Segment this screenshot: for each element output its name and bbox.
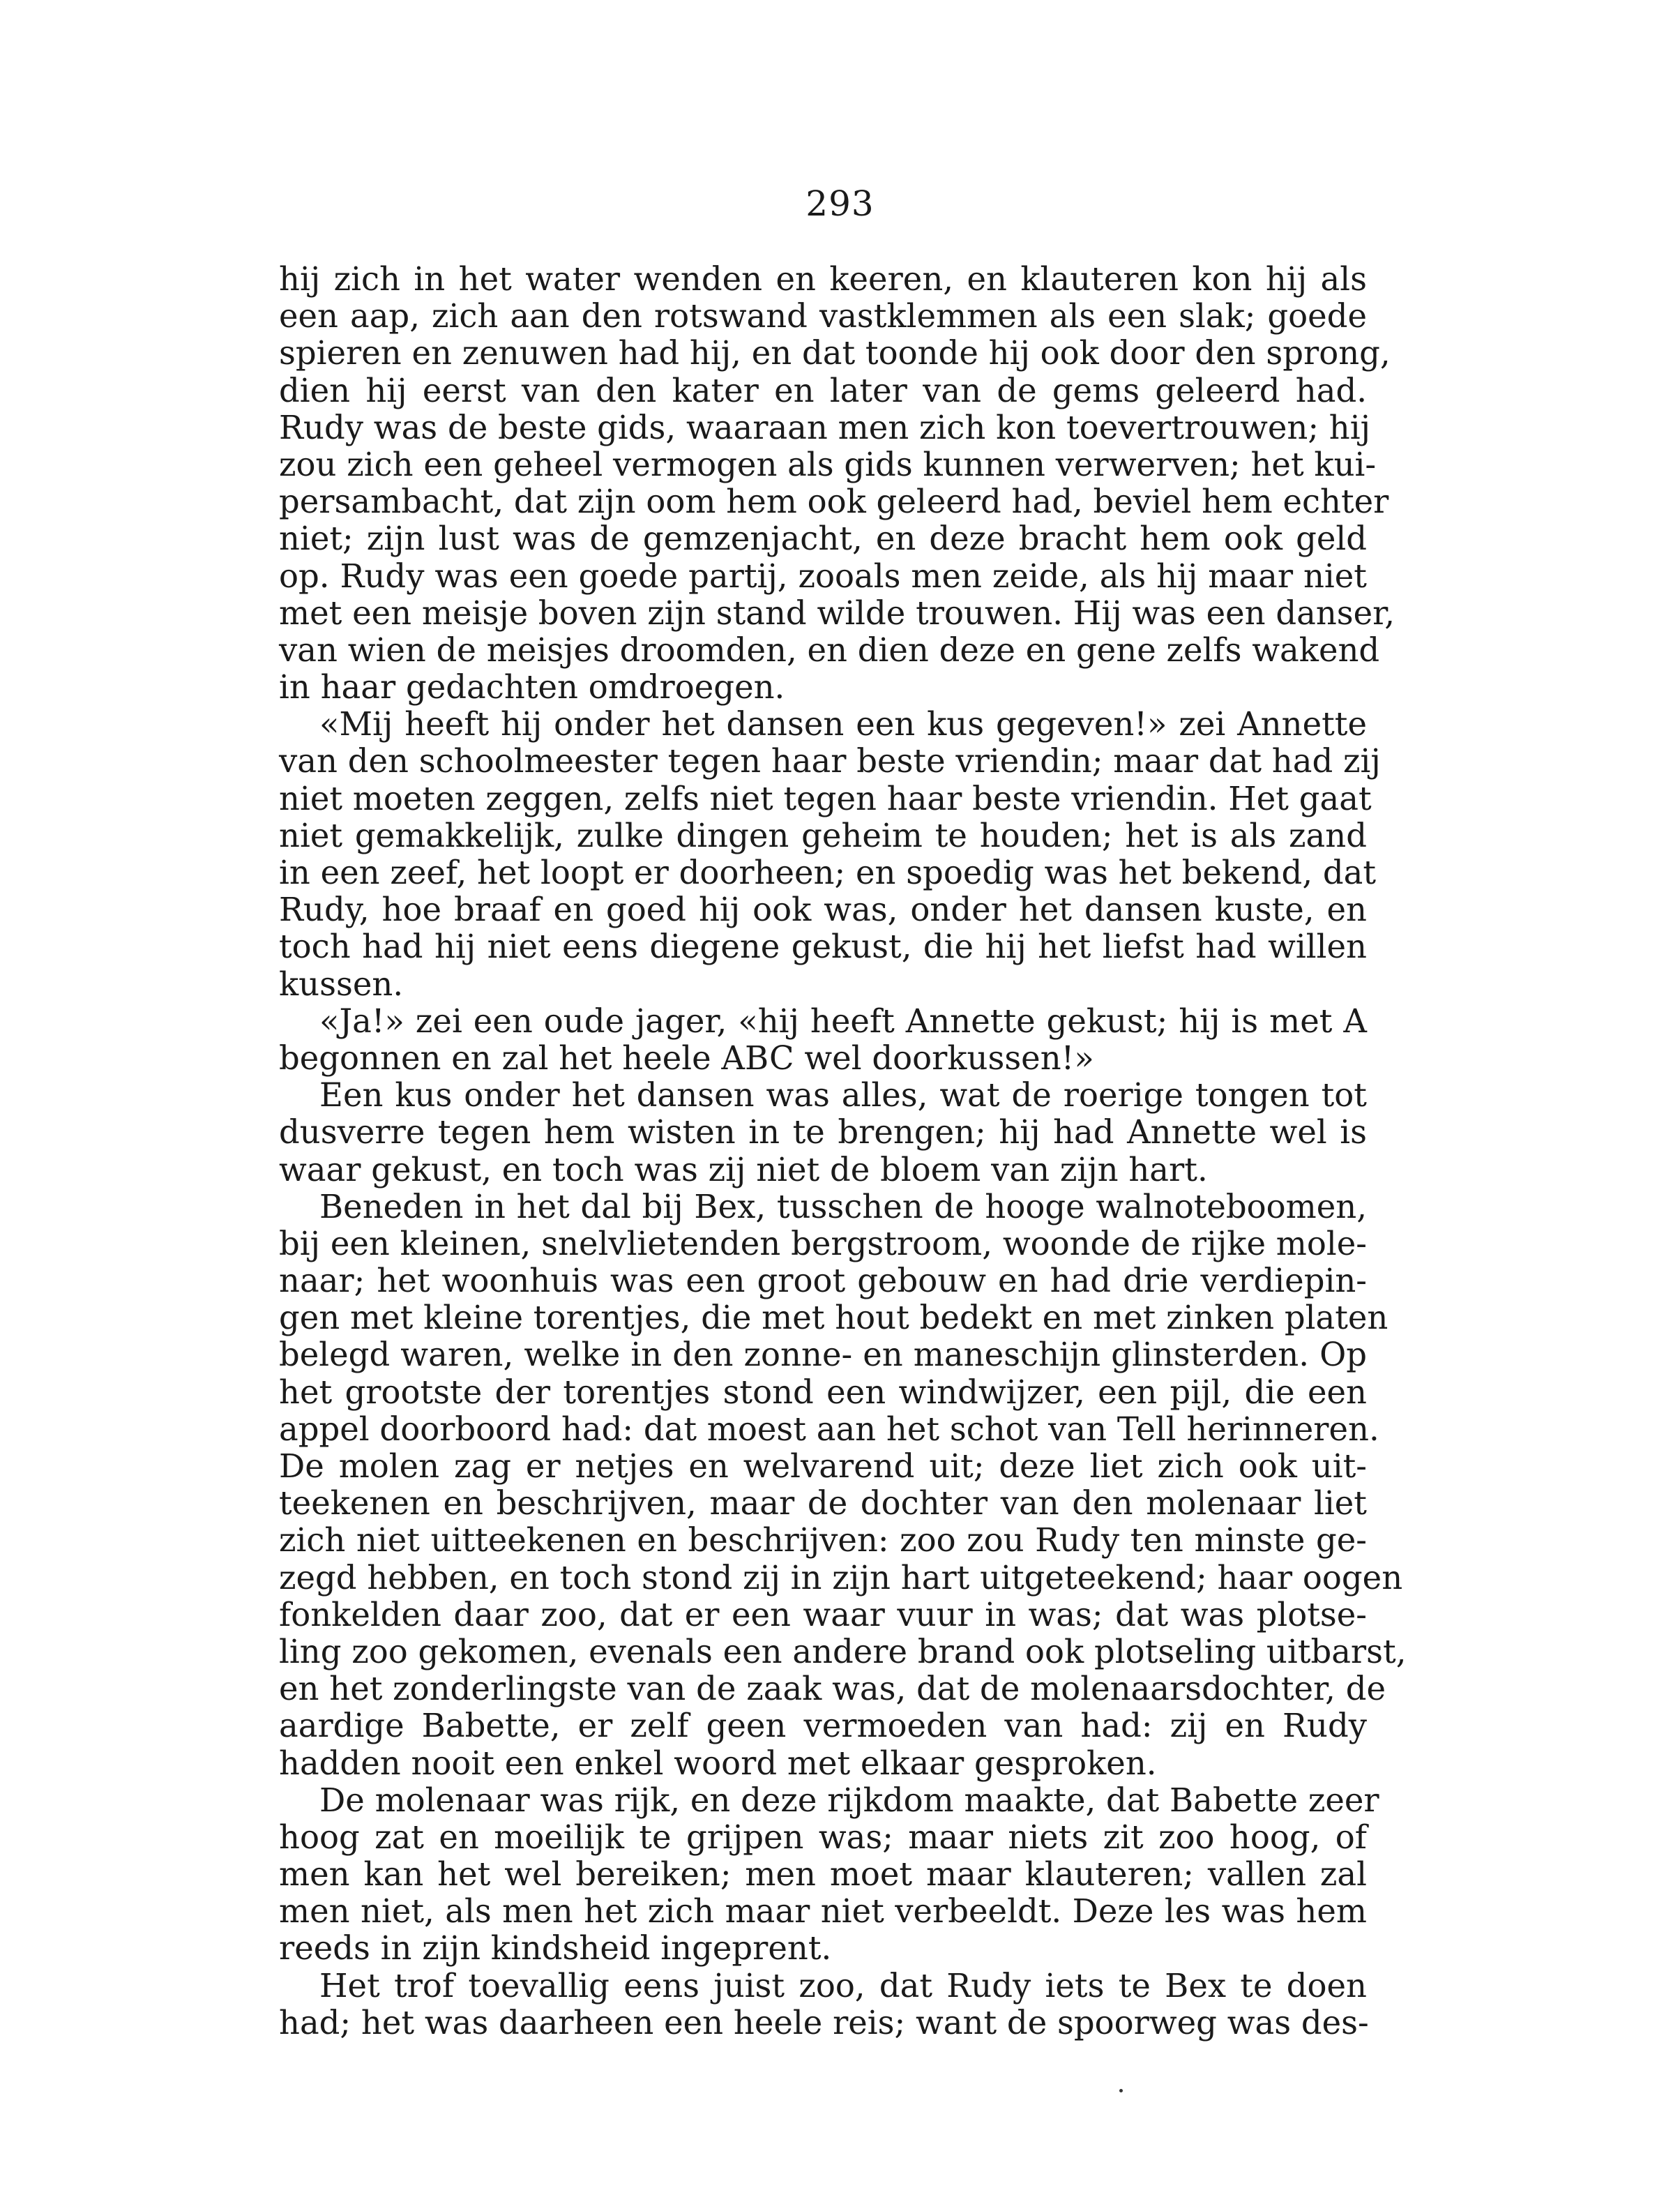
paragraph <box>279 1781 1379 1968</box>
text-line: ling zoo gekomen, evenals een andere brand ook plotseling uitbarst, <box>279 1632 1407 1670</box>
text-line: van wien de meisjes droomden, en dien deze en gene zelfs wakend <box>279 631 1380 669</box>
text-line: Beneden in het dal bij Bex, tusschen de hooge walnoteboomen, <box>319 1187 1367 1225</box>
text-line: hij zich in het water wenden en keeren, en klauteren kon hij als <box>279 260 1367 298</box>
ink-speck <box>1119 2089 1123 2092</box>
text-line: fonkelden daar zoo, dat er een waar vuur in was; dat was plotse- <box>279 1595 1367 1633</box>
text-line: begonnen en zal het heele ABC wel doorkussen!» <box>279 1039 1094 1077</box>
text-line: naar; het woonhuis was een groot gebouw en had drie verdiepin- <box>279 1262 1367 1300</box>
text-line: in een zeef, het loopt er doorheen; en spoedig was het bekend, dat <box>279 854 1377 891</box>
text-line: Het trof toevallig eens juist zoo, dat Rudy iets te Bex te doen <box>319 1966 1367 2005</box>
text-line: van den schoolmeester tegen haar beste vriendin; maar dat had zij <box>279 742 1381 780</box>
paragraph <box>279 1003 1367 1077</box>
text-line: niet gemakkelijk, zulke dingen geheim te houden; het is als zand <box>279 816 1367 854</box>
text-line: toch had hij niet eens diegene gekust, die hij het liefst had willen <box>279 928 1367 966</box>
text-line: men kan het wel bereiken; men moet maar klauteren; vallen zal <box>279 1855 1367 1894</box>
text-line: het grootste der torentjes stond een windwijzer, een pijl, die een <box>279 1373 1367 1411</box>
text-line: belegd waren, welke in den zonne- en maneschijn glinsterden. Op <box>279 1336 1367 1374</box>
text-line: persambacht, dat zijn oom hem ook geleerd had, beviel hem echter <box>279 483 1389 521</box>
text-line: hadden nooit een enkel woord met elkaar gesproken. <box>279 1744 1157 1782</box>
text-line: met een meisje boven zijn stand wilde trouwen. Hij was een danser, <box>279 594 1395 632</box>
text-line: aardige Babette, er zelf geen vermoeden van had: zij en Rudy <box>279 1707 1367 1745</box>
body-text <box>279 260 1407 2042</box>
text-line: Rudy was de beste gids, waaraan men zich kon toevertrouwen; hij <box>279 408 1371 446</box>
text-line: een aap, zich aan den rotswand vastklemmen als een slak; goede <box>279 297 1367 335</box>
text-line: teekenen en beschrijven, maar de dochter van den molenaar liet <box>279 1484 1367 1523</box>
paragraph <box>279 1968 1367 2042</box>
text-line: appel doorboord had: dat moest aan het schot van Tell herinneren. <box>279 1410 1379 1448</box>
text-line: bij een kleinen, snelvlietenden bergstroom, woonde de rijke mole- <box>279 1224 1367 1262</box>
text-line: waar gekust, en toch was zij niet de bloem van zijn hart. <box>279 1150 1208 1188</box>
text-line: Een kus onder het dansen was alles, wat de roerige tongen tot <box>319 1076 1367 1115</box>
text-line: zegd hebben, en toch stond zij in zijn hart uitgeteekend; haar oogen <box>279 1558 1403 1597</box>
text-line: dusverre tegen hem wisten in te brengen; hij had Annette wel is <box>279 1113 1367 1152</box>
text-line: Rudy, hoe braaf en goed hij ook was, onder het dansen kuste, en <box>279 891 1367 929</box>
text-line: op. Rudy was een goede partij, zooals men zeide, als hij maar niet <box>279 557 1367 595</box>
text-line: gen met kleine torentjes, die met hout bedekt en met zinken platen <box>279 1299 1388 1337</box>
text-line: niet moeten zeggen, zelfs niet tegen haar beste vriendin. Het gaat <box>279 779 1372 817</box>
text-line: zich niet uitteekenen en beschrijven: zoo zou Rudy ten minste ge- <box>279 1521 1367 1560</box>
text-line: De molenaar was rijk, en deze rijkdom maakte, dat Babette zeer <box>319 1781 1379 1819</box>
text-line: De molen zag er netjes en welvarend uit; deze liet zich ook uit- <box>279 1447 1367 1485</box>
text-line: «Mij heeft hij onder het dansen een kus gegeven!» zei Annette <box>319 705 1367 744</box>
page-number: 293 <box>805 183 875 224</box>
paragraph <box>279 1187 1407 1782</box>
text-line: hoog zat en moeilijk te grijpen was; maar niets zit zoo hoog, of <box>279 1818 1367 1856</box>
text-line: men niet, als men het zich maar niet verbeeldt. Deze les was hem <box>279 1892 1367 1931</box>
text-line: zou zich een geheel vermogen als gids kunnen verwerven; het kui- <box>279 445 1377 483</box>
text-line: reeds in zijn kindsheid ingeprent. <box>279 1929 832 1968</box>
paragraph <box>279 260 1395 707</box>
text-line: dien hij eerst van den kater en later van de gems geleerd had. <box>279 371 1367 409</box>
text-line: en het zonderlingste van de zaak was, dat de molenaarsdochter, de <box>279 1670 1386 1708</box>
text-line: niet; zijn lust was de gemzenjacht, en deze bracht hem ook geld <box>279 520 1367 558</box>
text-line: had; het was daarheen een heele reis; want de spoorweg was des- <box>279 2003 1369 2042</box>
text-line: «Ja!» zei een oude jager, «hij heeft Annette gekust; hij is met A <box>319 1002 1367 1040</box>
paragraph <box>279 1077 1367 1188</box>
paragraph <box>279 705 1381 1003</box>
text-line: kussen. <box>279 965 404 1003</box>
text-line: spieren en zenuwen had hij, en dat toonde hij ook door den sprong, <box>279 334 1391 372</box>
text-line: in haar gedachten omdroegen. <box>279 668 785 707</box>
